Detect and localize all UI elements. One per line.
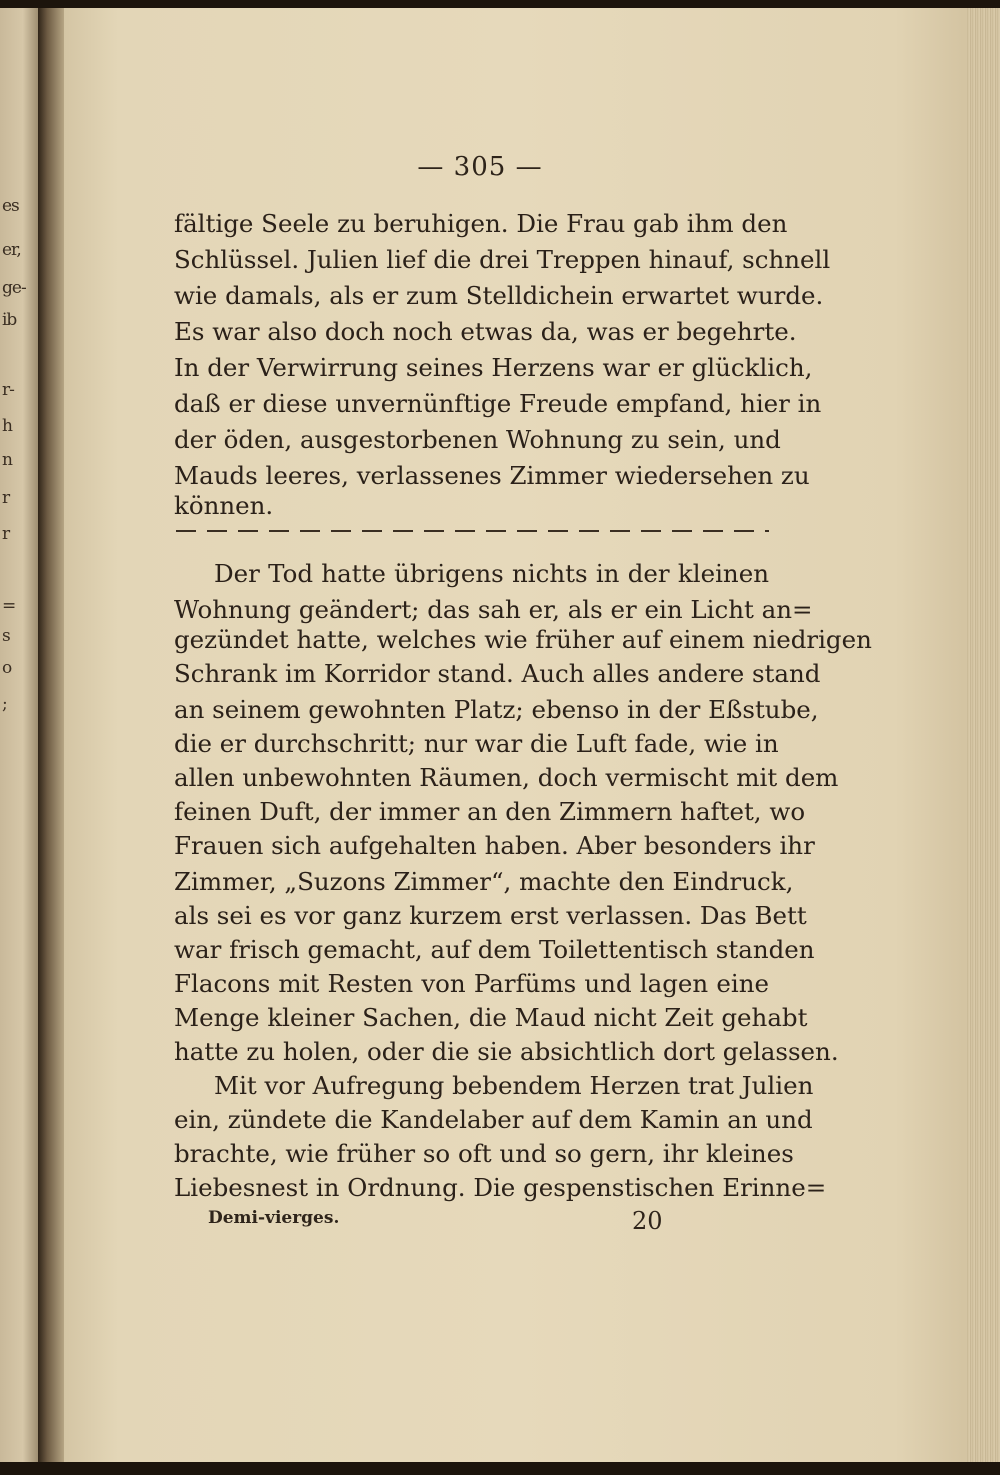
page-header-number: — 305 —: [417, 152, 543, 182]
footer-signature-mark: Demi-vierges.: [208, 1208, 340, 1228]
body-text-line: Menge kleiner Sachen, die Maud nicht Zeit gehabt: [174, 1003, 808, 1032]
left-page-fragment: h: [2, 416, 12, 436]
body-text-line: brachte, wie früher so oft und so gern, ihr kleines: [174, 1139, 794, 1168]
body-text-line: feinen Duft, der immer an den Zimmern haftet, wo: [174, 797, 806, 826]
body-text-line: Schlüssel. Julien lief die drei Treppen hinauf, schnell: [174, 245, 831, 274]
page-stack-edge: [966, 8, 1000, 1464]
left-page-fragment: r: [2, 524, 10, 544]
body-text-line: an seinem gewohnten Platz; ebenso in der Eßstube,: [174, 695, 819, 724]
body-text-line: können.: [174, 491, 274, 520]
adjacent-page-edge: [0, 8, 38, 1466]
body-text-line: hatte zu holen, oder die sie absichtlich dort gelassen.: [174, 1037, 839, 1066]
left-page-fragment: =: [2, 596, 16, 616]
body-text-line: Frauen sich aufgehalten haben. Aber besonders ihr: [174, 831, 815, 860]
body-text-line: Der Tod hatte übrigens nichts in der kleinen: [214, 559, 769, 588]
body-text-line: gezündet hatte, welches wie früher auf einem niedrigen: [174, 625, 872, 654]
body-text-line: Es war also doch noch etwas da, was er begehrte.: [174, 317, 797, 346]
body-text-line: Mit vor Aufregung bebendem Herzen trat Julien: [214, 1071, 814, 1100]
left-page-fragment: ib: [2, 310, 17, 330]
body-text-line: die er durchschritt; nur war die Luft fade, wie in: [174, 729, 779, 758]
left-page-fragment: o: [2, 658, 12, 678]
body-text-line: Wohnung geändert; das sah er, als er ein Licht an=: [174, 595, 813, 624]
left-page-fragment: r: [2, 488, 10, 508]
body-text-line: fältige Seele zu beruhigen. Die Frau gab ihm den: [174, 209, 788, 238]
body-text-line: allen unbewohnten Räumen, doch vermischt mit dem: [174, 763, 839, 792]
body-text-line: daß er diese unvernünftige Freude empfand, hier in: [174, 389, 822, 418]
footer-sheet-number: 20: [632, 1207, 663, 1235]
body-text-line: Mauds leeres, verlassenes Zimmer wiedersehen zu: [174, 461, 810, 490]
body-text-line: als sei es vor ganz kurzem erst verlassen. Das Bett: [174, 901, 807, 930]
body-text-line: Flacons mit Resten von Parfüms und lagen eine: [174, 969, 769, 998]
left-page-fragment: ge-: [2, 278, 26, 298]
scan-edge-bottom: [0, 1462, 1000, 1475]
left-page-fragment: es: [2, 196, 19, 216]
body-text-line: In der Verwirrung seines Herzens war er glücklich,: [174, 353, 813, 382]
body-text-line: ein, zündete die Kandelaber auf dem Kamin an und: [174, 1105, 813, 1134]
body-text-line: Liebesnest in Ordnung. Die gespenstischen Erinne=: [174, 1173, 827, 1202]
section-dash-rule: [176, 530, 769, 532]
left-page-fragment: r-: [2, 380, 14, 400]
left-page-fragment: er,: [2, 240, 21, 260]
body-text-line: Zimmer, „Suzons Zimmer“, machte den Eindruck,: [174, 867, 794, 896]
book-gutter: [38, 8, 64, 1466]
left-page-fragment: ;: [2, 694, 7, 714]
body-text-line: der öden, ausgestorbenen Wohnung zu sein, und: [174, 425, 781, 454]
body-text-line: war frisch gemacht, auf dem Toilettentisch standen: [174, 935, 815, 964]
body-text-line: wie damals, als er zum Stelldichein erwartet wurde.: [174, 281, 824, 310]
body-text-line: Schrank im Korridor stand. Auch alles andere stand: [174, 659, 821, 688]
left-page-fragment: s: [2, 626, 10, 646]
left-page-fragment: n: [2, 450, 12, 470]
